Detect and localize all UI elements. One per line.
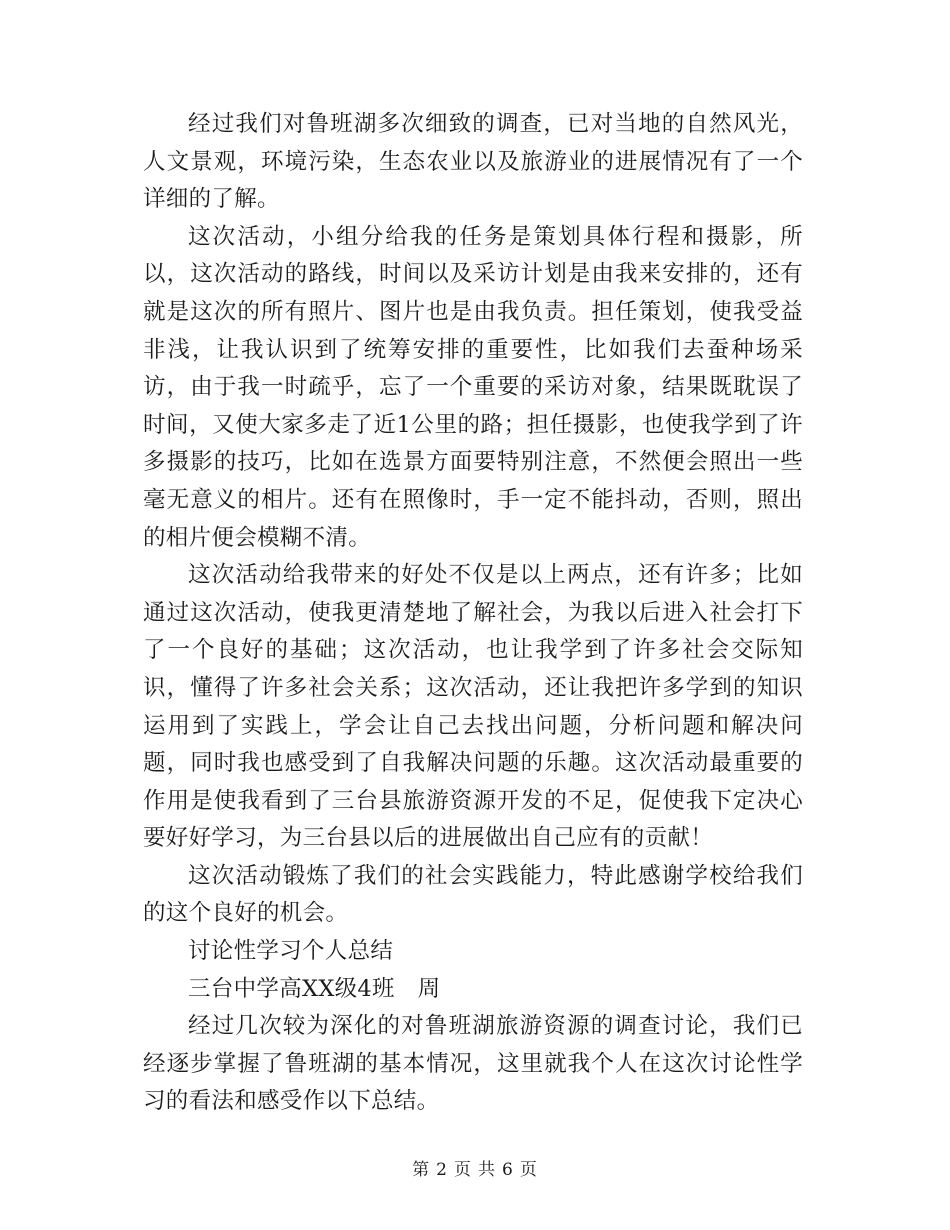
paragraph-task-description: 这次活动，小组分给我的任务是策划具体行程和摄影，所以，这次活动的路线，时间以及采访计划是由我来安排的，还有就是这次的所有照片、图片也是由我负责。担任策划，使我受益非浅，让我认识到了统筹安排的重要性，比如我们去蚕种场采访，由于我一时疏乎，忘了一个重要的采访对象，结果既耽误了时间，又使大家多走了近1公里的路；担任摄影，也使我学到了许多摄影的技巧，比如在选景方面要特别注意，不然便会照出一些毫无意义的相片。还有在照像时，手一定不能抖动，否则，照出的相片便会模糊不清。 xyxy=(143,223,803,551)
paragraph-investigation-summary: 经过我们对鲁班湖多次细致的调查，已对当地的自然风光，人文景观，环境污染，生态农业以及旅游业的进展情况有了一个详细的了解。 xyxy=(143,111,803,213)
footer-suffix: 页 xyxy=(519,1160,538,1180)
page-footer xyxy=(0,1155,950,1180)
footer-current-page: 2 xyxy=(436,1160,448,1180)
footer-prefix: 第 xyxy=(412,1160,431,1180)
footer-total-pages: 6 xyxy=(502,1160,514,1180)
document-body xyxy=(143,106,803,1121)
section-title: 讨论性学习个人总结 xyxy=(188,938,394,965)
footer-total-word: 共 xyxy=(478,1160,496,1180)
paragraph-benefits: 这次活动给我带来的好处不仅是以上两点，还有许多；比如通过这次活动，使我更清楚地了解社会，为我以后进入社会打下了一个良好的基础；这次活动，也让我学到了许多社会交际知识，懂得了许多社会关系；这次活动，还让我把许多学到的知识运用到了实践上，学会让自己去找出问题，分析问题和解决问题，同时我也感受到了自我解决问题的乐趣。这次活动最重要的作用是使我看到了三台县旅游资源开发的不足，促使我下定决心要好好学习，为三台县以后的进展做出自己应有的贡献！ xyxy=(143,562,803,852)
footer-page-word: 页 xyxy=(454,1160,472,1180)
author-line: 三台中学高XX级4班 周 xyxy=(188,975,441,1002)
paragraph-introduction: 经过几次较为深化的对鲁班湖旅游资源的调查讨论，我们已经逐步掌握了鲁班湖的基本情况，这里就我个人在这次讨论性学习的看法和感受作以下总结。 xyxy=(143,1013,803,1115)
paragraph-thanks: 这次活动锻炼了我们的社会实践能力，特此感谢学校给我们的这个良好的机会。 xyxy=(143,862,803,927)
